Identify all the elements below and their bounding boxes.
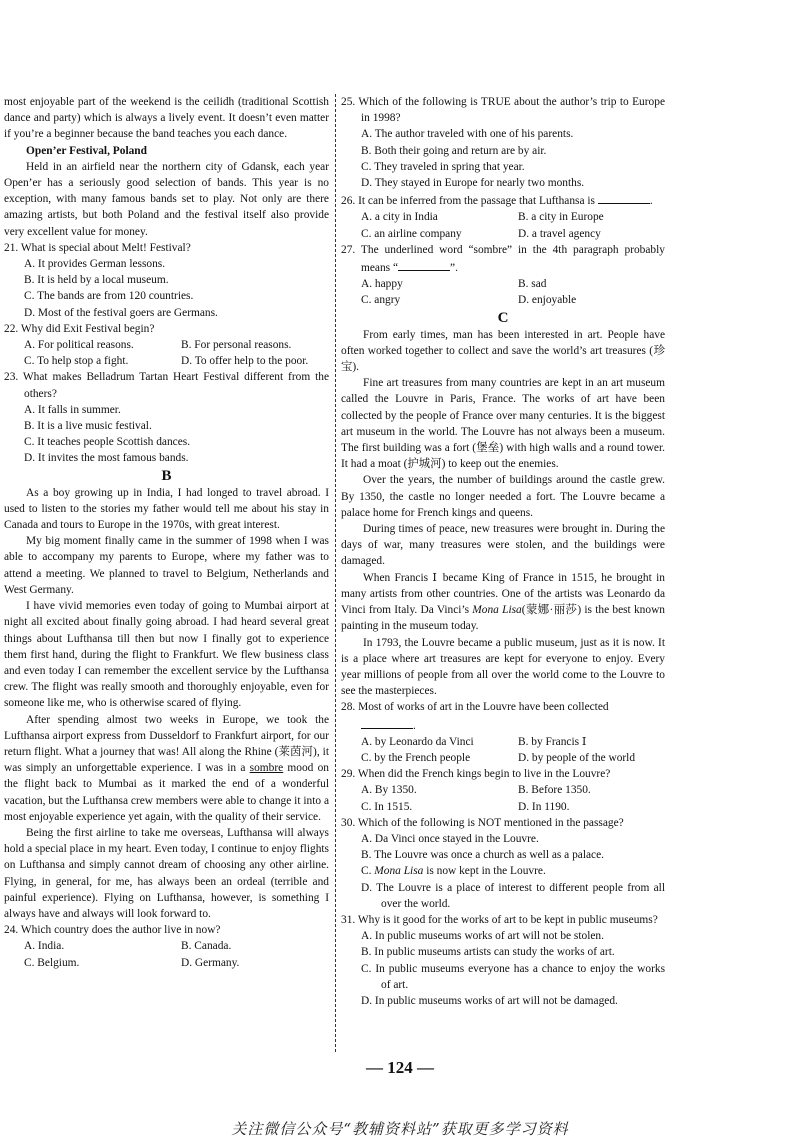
option-b: B. sad xyxy=(518,278,547,291)
passage-b-paragraph-5: Being the first airline to take me overseas, Lufthansa will always hold a special place in my heart. Even today, I continue to enjoy flights on Lufthansa and simply cannot dream of choosing any other airline. Flying, in general, for me, has always been an ordeal (terrible and painful experience). Flying on Lufthansa, however, is something I always have and always will look forward to. xyxy=(4,826,329,920)
question-28 xyxy=(341,699,665,766)
passage-b-paragraph-3: I have vivid memories even today of going to Mumbai airport at night all excited about finally going abroad. I had heard several great things about Lufthansa till then but now I finally got to experience them first hand, during the flight to Frankfurt. We flew business class and even today I can remember the excellent service by the Lufthansa crew. The flight was really smooth and thoroughly enjoyable, even for someone like me, who is otherwise scared of flying. xyxy=(4,600,329,710)
question-23 xyxy=(4,369,329,466)
question-31 xyxy=(341,912,665,1009)
question-stem: 21. What is special about Melt! Festival? xyxy=(4,241,191,254)
option-b: B. It is a live music festival. xyxy=(24,420,152,433)
option-c: C. In 1515. xyxy=(361,800,413,813)
question-24 xyxy=(4,922,329,971)
passage-c-paragraph-5: When Francis Ⅰ became King of France in 1515, he brought in many artists from other countries. One of the artists was Leonardo da Vinci from Italy. Da Vinci’s Mona Lisa(蒙娜·丽莎) is the best known painting in the museum today. xyxy=(341,571,665,633)
mona-lisa-title: Mona Lisa xyxy=(472,604,522,617)
option-a: A. In public museums works of art will not be stolen. xyxy=(361,930,604,943)
option-b: B. In public museums artists can study the works of art. xyxy=(361,946,615,959)
option-d: D. They stayed in Europe for nearly two months. xyxy=(361,177,585,190)
option-d: D. To offer help to the poor. xyxy=(181,355,309,368)
option-b: B. Before 1350. xyxy=(518,784,591,797)
question-stem: 23. What makes Belladrum Tartan Heart Festival different from the others? xyxy=(4,371,329,400)
festival-paragraph-cont: most enjoyable part of the weekend is the ceilidh (traditional Scottish dance and party) which is always a lively event. It doesn’t even matter if you’re a beginner because the band teaches you each dance. xyxy=(4,96,329,141)
question-27 xyxy=(341,242,665,309)
option-b: B. a city in Europe xyxy=(518,211,604,224)
question-21 xyxy=(4,240,329,321)
answer-blank xyxy=(598,191,650,204)
question-stem: 22. Why did Exit Festival begin? xyxy=(4,322,155,335)
option-a: A. By 1350. xyxy=(361,784,417,797)
answer-blank xyxy=(361,716,413,729)
question-25 xyxy=(341,94,665,191)
question-22 xyxy=(4,321,329,370)
underlined-word-sombre: sombre xyxy=(249,762,284,775)
option-d: D. Germany. xyxy=(181,956,240,969)
option-a: A. For political reasons. xyxy=(24,339,134,352)
question-stem: 29. When did the French kings begin to live in the Louvre? xyxy=(341,768,611,781)
passage-c-paragraph-1: From early times, man has been interested in art. People have often worked together to collect and save the world’s art treasures (珍宝). xyxy=(341,328,665,374)
section-c-heading: C xyxy=(497,309,509,326)
option-a: A. It provides German lessons. xyxy=(24,258,166,271)
option-a: A. The author traveled with one of his parents. xyxy=(361,128,574,141)
question-26 xyxy=(341,191,665,242)
option-a: A. India. xyxy=(24,940,65,953)
passage-c-paragraph-6: In 1793, the Louvre became a public museum, just as it is now. It is a place where art treasures are kept for everyone to enjoy. Every year millions of people from all over the world come to the Louvre to see the masterpieces. xyxy=(341,636,665,698)
option-d: D. by people of the world xyxy=(518,751,636,764)
option-c: C. In public museums everyone has a chance to enjoy the works of art. xyxy=(361,962,665,991)
option-d: D. enjoyable xyxy=(518,294,577,307)
question-stem: 24. Which country does the author live in now? xyxy=(4,924,221,937)
option-b: B. Canada. xyxy=(181,940,232,953)
option-b: B. The Louvre was once a church as well as a palace. xyxy=(361,849,605,862)
option-b: B. by Francis Ⅰ xyxy=(518,735,587,748)
question-29 xyxy=(341,766,665,815)
option-c: C. It teaches people Scottish dances. xyxy=(24,436,191,449)
option-b: B. Both their going and return are by air. xyxy=(361,144,547,157)
option-a: A. by Leonardo da Vinci xyxy=(361,735,474,748)
passage-b-paragraph-1: As a boy growing up in India, I had longed to travel abroad. I used to listen to the stories my father would tell me about his stay in Canada and tours to Europe in the 1970s, with great interest. xyxy=(4,486,329,532)
question-30 xyxy=(341,815,665,912)
option-c: C. Mona Lisa is now kept in the Louvre. xyxy=(361,865,546,878)
question-stem: 25. Which of the following is TRUE about the author’s trip to Europe in 1998? xyxy=(341,96,665,125)
option-c: C. angry xyxy=(361,294,401,307)
passage-c-paragraph-3: Over the years, the number of buildings around the castle grew. By 1350, the castle no longer needed a fort. The Louvre became a palace home for French kings and queens. xyxy=(341,474,665,519)
column-divider xyxy=(335,94,336,1052)
answer-blank xyxy=(398,258,450,271)
passage-c-paragraph-2: Fine art treasures from many countries are kept in an art museum called the Louvre in Paris, France. The works of art have been collected by the people of France over many centuries. It is the biggest art museum in the world. The Louvre has not always been a museum. The first building was a fort (堡垒) with high walls and a round tower. It had a moat (护城河) to keep out the enemies. xyxy=(341,377,665,471)
option-c: C. by the French people xyxy=(361,751,471,764)
question-stem: 27. The underlined word “sombre” in the 4th paragraph probably means “ ”. xyxy=(341,243,665,275)
page-number: — 124 — xyxy=(366,1058,434,1077)
option-b: B. It is held by a local museum. xyxy=(24,274,169,287)
option-c: C. The bands are from 120 countries. xyxy=(24,290,194,303)
option-d: D. Most of the festival goers are Germans. xyxy=(24,306,218,319)
option-c: C. To help stop a fight. xyxy=(24,355,129,368)
footer-note: 关注微信公众号“教辅资料站”获取更多学习资料 xyxy=(231,1120,569,1138)
option-c: C. They traveled in spring that year. xyxy=(361,160,525,173)
opener-festival-heading: Open’er Festival, Poland xyxy=(26,144,147,157)
left-column xyxy=(4,94,329,971)
option-a: A. happy xyxy=(361,278,403,291)
option-d: D. In 1190. xyxy=(518,800,570,813)
option-d: D. It invites the most famous bands. xyxy=(24,452,189,465)
question-stem: 28. Most of works of art in the Louvre have been collected . xyxy=(341,701,609,732)
passage-b-paragraph-4: After spending almost two weeks in Europe, we took the Lufthansa airport express from Dusseldorf to Frankfurt airport, for our return flight. What a journey that was! All along the Rhine (莱茵河), it was simply an unforgettable experience. I was in a sombre mood on the flight back to Mumbai as it marked the end of a wonderful vacation, but the Lufthansa crew members were able to change it into a most enjoyable experience yet again, with the quality of their service. xyxy=(4,713,329,823)
section-b-heading: B xyxy=(161,467,172,484)
question-stem: 30. Which of the following is NOT mentioned in the passage? xyxy=(341,816,624,829)
passage-c-paragraph-4: During times of peace, new treasures were brought in. During the days of war, many treasures were stolen, and the buildings were damaged. xyxy=(341,523,665,568)
option-d: D. The Louvre is a place of interest to different people from all over the world. xyxy=(361,881,665,910)
passage-b-paragraph-2: My big moment finally came in the summer of 1998 when I was able to accompany my parents to Europe, where my father was to attend a meeting. We planned to travel to Belgium, Netherlands and West Germany. xyxy=(4,535,329,596)
option-b: B. For personal reasons. xyxy=(181,339,292,352)
right-column xyxy=(341,94,665,1009)
option-a: A. It falls in summer. xyxy=(24,403,121,416)
question-stem: 26. It can be inferred from the passage that Lufthansa is . xyxy=(341,191,665,209)
opener-festival-paragraph: Held in an airfield near the northern city of Gdansk, each year Open’er has a seriously good selection of bands. This year is no exception, with many famous bands set to play. Not only are there amazing artists, but both Poland and the festival itself also provide very excellent value for money. xyxy=(4,160,329,238)
question-stem: 31. Why is it good for the works of art to be kept in public museums? xyxy=(341,913,658,926)
option-a: A. Da Vinci once stayed in the Louvre. xyxy=(361,832,539,845)
option-d: D. a travel agency xyxy=(518,227,601,240)
option-c: C. Belgium. xyxy=(24,956,80,969)
option-c: C. an airline company xyxy=(361,227,462,240)
option-d: D. In public museums works of art will not be damaged. xyxy=(361,994,618,1007)
option-a: A. a city in India xyxy=(361,211,438,224)
